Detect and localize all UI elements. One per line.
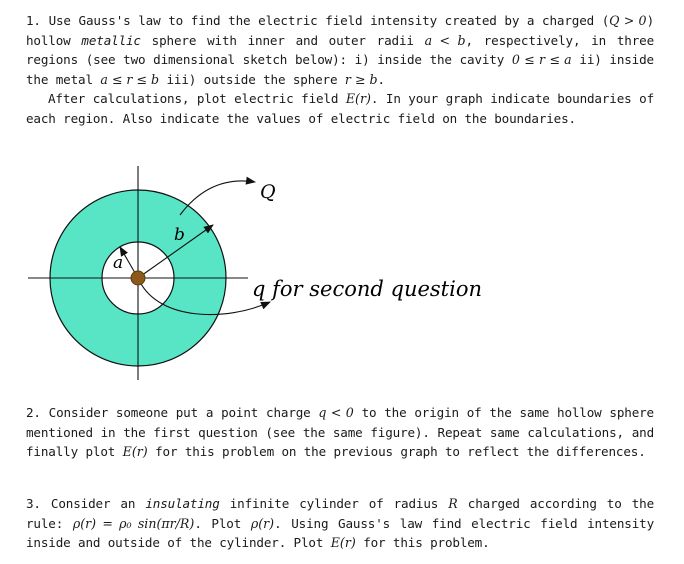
q3-text: charged according to the rule:	[26, 496, 655, 531]
q1-math-Er: E(r)	[345, 91, 371, 107]
q1-text: ii) inside the metal	[26, 52, 654, 87]
q1-text: iii) outside the sphere	[159, 71, 345, 87]
q1-text: , respectively, in three regions (see two dimensional sketch below): i) inside the cavity	[26, 32, 655, 68]
q1-text: sphere with inner and outer radii	[140, 32, 425, 48]
q2-text: Consider someone put a point charge	[48, 405, 319, 420]
q1-math-Q: Q > 0	[609, 13, 647, 28]
question-1	[26, 11, 654, 129]
q2-text: to the origin of the same hollow sphere mentioned in the first question (see the same figure). Repeat same calculations, and finally plot	[26, 405, 654, 460]
q2-math-q: q < 0	[318, 405, 354, 420]
q3-text: Consider an	[50, 496, 146, 511]
q1-text: . In your graph indicate boundaries of each region. Also indicate the values of electric field on the boundaries.	[26, 91, 654, 126]
q1-math-ab: a < b	[424, 32, 466, 48]
q3-text: for this problem.	[355, 535, 490, 551]
q3-text: . Plot	[194, 515, 251, 531]
question-2	[26, 403, 654, 462]
question-3	[26, 494, 654, 553]
q1-text: Use Gauss's law to find the electric field intensity created by a charged (	[48, 13, 610, 28]
q3-math-R: R	[448, 496, 458, 511]
q3-math-rho: ρ(r) = ρ₀ sin(πr/R)	[72, 515, 195, 531]
q1-text: After calculations, plot electric field	[48, 91, 346, 107]
q1-text: .	[377, 71, 385, 87]
q1-number: 1.	[26, 13, 41, 28]
label-Q: Q	[260, 181, 276, 203]
label-q-second-question: q for second question	[252, 277, 482, 301]
q2-text: for this problem on the previous graph to reflect the differences.	[147, 444, 646, 460]
q1-emph-metallic: metallic	[81, 32, 141, 48]
q3-text: . Using Gauss's law find electric field intensity inside and outside of the cylinder. Plot	[26, 515, 655, 551]
hollow-sphere-figure	[20, 160, 500, 385]
q3-math-Er: E(r)	[330, 535, 356, 551]
q3-text: infinite cylinder of radius	[219, 496, 449, 511]
q3-emph-insulating: insulating	[145, 496, 220, 511]
q3-number: 3.	[26, 496, 41, 511]
q2-math-Er: E(r)	[122, 444, 148, 460]
q1-math-region1: 0 ≤ r ≤ a	[511, 52, 572, 68]
q3-math-rho2: ρ(r)	[250, 515, 275, 531]
q2-number: 2.	[26, 405, 41, 420]
point-charge	[131, 271, 145, 285]
q1-math-region2: a ≤ r ≤ b	[100, 71, 160, 87]
label-b: b	[174, 225, 185, 245]
q1-text: ) hollow	[26, 13, 654, 48]
q1-math-region3: r ≥ b	[344, 71, 378, 87]
label-a: a	[113, 253, 124, 273]
